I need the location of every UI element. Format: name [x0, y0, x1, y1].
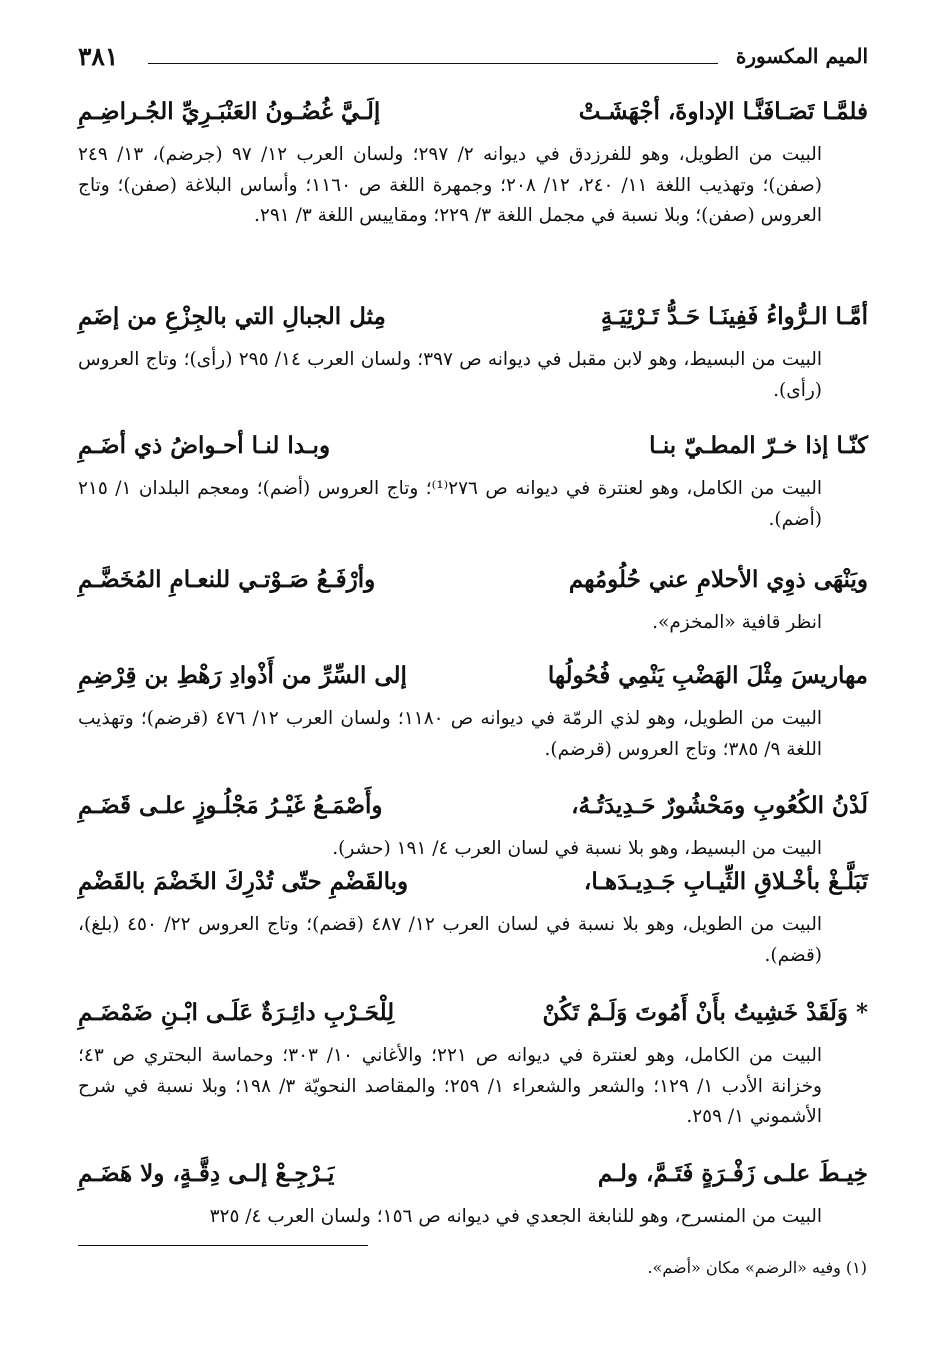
- verse-line: [78, 1154, 868, 1200]
- verse-second-hemistich: وأرْفَـعُ صَـوْتـي للنعـامِ المُخَضَّـمِ: [78, 566, 376, 593]
- verse-line: [78, 786, 868, 832]
- verse-line: [78, 92, 868, 138]
- verse-first-hemistich: مهاريسَ مِثْلَ الهَضْبِ يَنْمِي فُحُولُها: [547, 662, 868, 689]
- verse-citation: البيت من الطويل، وهو لذي الرمّة في ديوانه ص ١١٨٠؛ ولسان العرب ١٢/ ٤٧٦ (قرضم)؛ وتهذيب اللغة ٩/ ٣٨٥؛ وتاج العروس (قرضم).: [78, 708, 822, 760]
- verse-first-hemistich: أمَّـا الـرُّواءُ فَفِينَـا حَـدُّ تَـرْئِيَـةٍ: [600, 303, 868, 330]
- poem-entry: [78, 1154, 868, 1233]
- page-header: [78, 42, 868, 78]
- verse-citation: البيت من الكامل، وهو لعنترة في ديوانه ص ٢٧٦⁽¹⁾؛ وتاج العروس (أضم)؛ ومعجم البلدان ١/ ٢١٥ (أضم).: [78, 478, 822, 530]
- running-title: الميم المكسورة: [735, 44, 868, 68]
- verse-first-hemistich: * وَلَقَدْ خَشِيتُ بأَنْ أَمُوتَ وَلَـمْ تَكُنْ: [542, 999, 868, 1026]
- poem-entry: [78, 993, 868, 1133]
- verse-line: [78, 862, 868, 908]
- verse-second-hemistich: وبالقَضْمِ حتّى تُدْرِكَ الخَضْمَ بالقَضْمِ: [78, 868, 409, 895]
- verse-line: [78, 426, 868, 472]
- verse-line: [78, 297, 868, 343]
- verse-line: [78, 993, 868, 1039]
- verse-citation: انظر قافية «المخزم».: [652, 612, 822, 633]
- verse-citation: البيت من الكامل، وهو لعنترة في ديوانه ص ٢٢١؛ والأغاني ١٠/ ٣٠٣؛ وحماسة البحتري ص ٤٣؛ وخزانة الأدب ١/ ١٢٩؛ والشعر والشعراء ١/ ٢٥٩؛ والمقاصد النحويّة ٣/ ١٩٨؛ وبلا نسبة في شرح الأشموني ١/ ٢٥٩.: [78, 1045, 822, 1128]
- verse-citation: البيت من الطويل، وهو للفرزدق في ديوانه ٢/ ٢٩٧؛ ولسان العرب ١٢/ ٩٧ (جرضم)، ١٣/ ٢٤٩ (صفن)؛ وتهذيب اللغة ١١/ ٢٤٠، ١٢/ ٢٠٨؛ وجمهرة اللغة ص ١١٦٠؛ وأساس البلاغة (صفن)؛ وتاج العروس (صفن)؛ وبلا نسبة في مجمل اللغة ٣/ ٢٢٩؛ ومقاييس اللغة ٣/ ٢٩١.: [78, 144, 822, 227]
- verse-second-hemistich: إلى السِّرِّ من أَذْوادِ رَهْطِ بن قِرْضِمِ: [78, 662, 407, 689]
- verse-citation: البيت من البسيط، وهو لابن مقبل في ديوانه ص ٣٩٧؛ ولسان العرب ١٤/ ٢٩٥ (رأى)؛ وتاج العروس (رأى).: [78, 349, 822, 401]
- verse-second-hemistich: مِثل الجبالِ التي بالجِزْعِ من إضَمِ: [78, 303, 386, 330]
- verse-second-hemistich: إلَـيَّ غُضُـونُ العَنْبَـرِيِّ الجُـراضِـمِ: [78, 98, 381, 125]
- verse-second-hemistich: وأَصْمَـعُ غَيْـرُ مَجْلُـوزٍ علـى قَضَـمِ: [78, 792, 383, 819]
- poem-entry: [78, 862, 868, 971]
- poem-entry: [78, 656, 868, 765]
- poem-entry: [78, 426, 868, 535]
- page-number: ٣٨١: [78, 42, 119, 71]
- verse-first-hemistich: تَبَلَّـغْ بأخْـلاقِ الثِّيـابِ جَـدِيـدَهـا،: [583, 868, 868, 895]
- verse-citation: البيت من المنسرح، وهو للنابغة الجعدي في ديوانه ص ١٥٦؛ ولسان العرب ٤/ ٣٢٥: [209, 1206, 822, 1227]
- header-rule: [148, 63, 718, 64]
- verse-first-hemistich: ويَنْهَى ذوِي الأحلامِ عني حُلُومُهم: [568, 566, 868, 593]
- footnote-separator: [78, 1245, 368, 1246]
- verse-line: [78, 560, 868, 606]
- verse-citation: البيت من الطويل، وهو بلا نسبة في لسان العرب ١٢/ ٤٨٧ (قضم)؛ وتاج العروس ٢٢/ ٤٥٠ (بلغ)، (قضم).: [78, 914, 822, 966]
- verse-second-hemistich: يَـرْجِـعْ إلـى دِقَّـةٍ، ولا هَضَـمِ: [78, 1160, 335, 1187]
- poem-entry: [78, 297, 868, 406]
- verse-second-hemistich: وبـدا لنـا أحـواضُ ذي أضَـمِ: [78, 432, 331, 459]
- verse-first-hemistich: فلمَّـا تَصَـافَنَّـا الإداوةَ، أجْهَشَـتْ: [578, 98, 868, 125]
- poem-entry: [78, 786, 868, 865]
- footnote: (١) وفيه «الرضم» مكان «أضم».: [647, 1258, 867, 1277]
- verse-second-hemistich: لِلْحَـرْبِ دائِـرَةٌ عَلَـى ابْـنِ ضَمْضَـمِ: [78, 999, 395, 1026]
- verse-citation: البيت من البسيط، وهو بلا نسبة في لسان العرب ٤/ ١٩١ (حشر).: [332, 838, 822, 859]
- verse-first-hemistich: كنّـا إذا خـرّ المطـيّ بنـا: [649, 432, 868, 459]
- verse-first-hemistich: خِيـطَ علـى زَفْـرَةٍ فَتَـمَّ، ولـم: [597, 1160, 868, 1187]
- poem-entry: [78, 560, 868, 639]
- verse-first-hemistich: لَدْنُ الكُعُوبِ ومَحْشُورٌ حَـدِيدَتُـهُ،: [571, 792, 868, 819]
- verse-line: [78, 656, 868, 702]
- poem-entry: [78, 92, 868, 232]
